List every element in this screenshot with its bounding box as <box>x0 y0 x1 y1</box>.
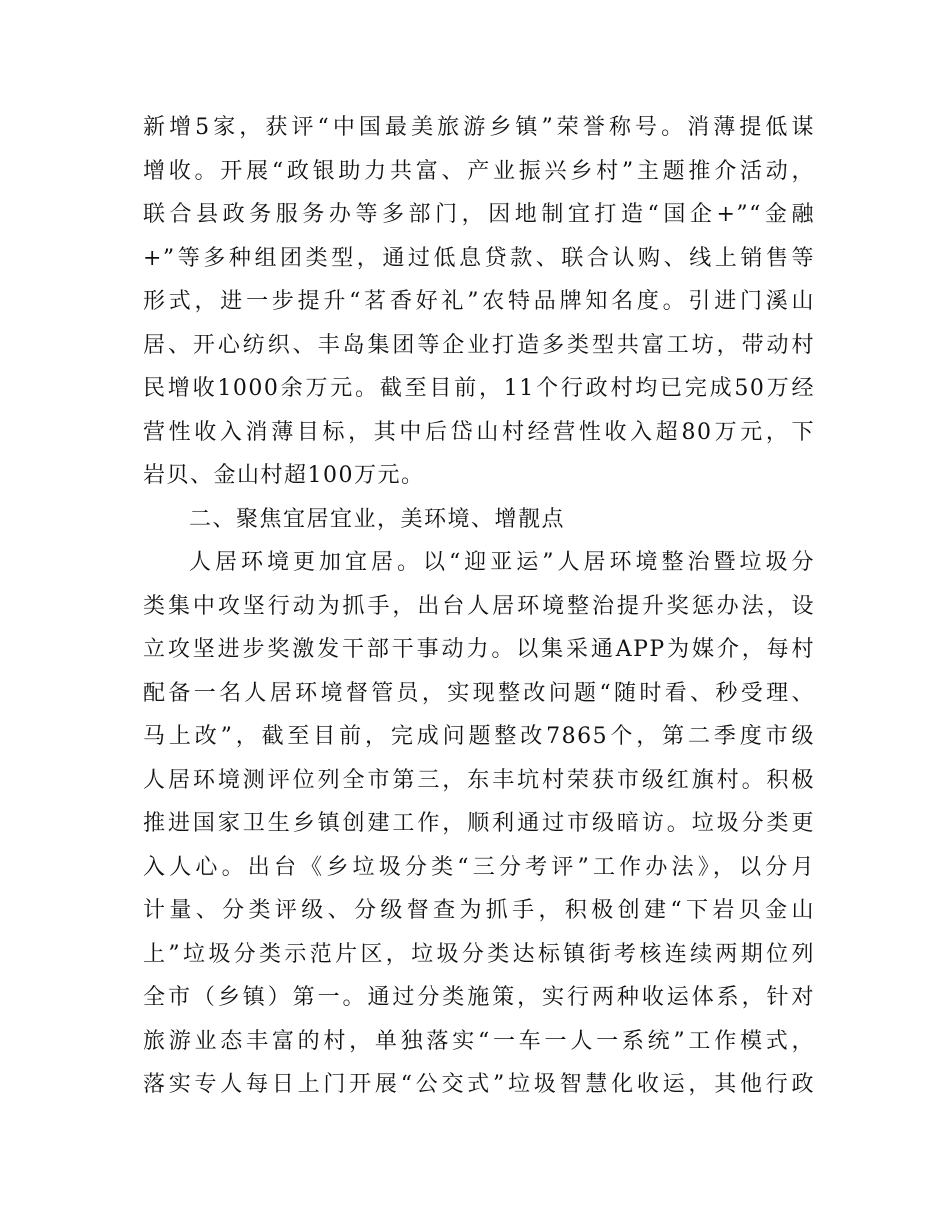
text-line: 入人心。出台《乡垃圾分类“三分考评”工作办法》，以分月 <box>143 854 815 880</box>
text-line: 营性收入消薄目标，其中后岱山村经营性收入超80万元，下 <box>143 419 815 445</box>
text-line: 计量、分类评级、分级督查为抓手，积极创建“下岩贝金山 <box>143 898 815 923</box>
text-line: 旅游业态丰富的村，单独落实“一车一人一系统”工作模式， <box>143 1028 815 1054</box>
text-line: 联合县政务服务办等多部门，因地制宜打造“国企+”“金融 <box>143 202 815 227</box>
text-line: 马上改”，截至目前，完成问题整改7865个，第二季度市级 <box>143 724 815 749</box>
text-line: 配备一名人居环境督管员，实现整改问题“随时看、秒受理、 <box>143 680 815 706</box>
text-line: 增收。开展“政银助力共富、产业振兴乡村”主题推介活动， <box>143 158 815 184</box>
text-line: 立攻坚进步奖激发干部干事动力。以集采通APP为媒介，每村 <box>143 637 815 662</box>
text-line: 新增5家，获评“中国最美旅游乡镇”荣誉称号。消薄提低谋 <box>143 115 815 140</box>
text-line: 岩贝、金山村超100万元。 <box>143 463 425 488</box>
text-line: 上”垃圾分类示范片区，垃圾分类达标镇街考核连续两期位列 <box>143 941 815 967</box>
text-line: 人居环境测评位列全市第三，东丰坑村荣获市级红旗村。积极 <box>143 767 815 793</box>
text-line: 民增收1000余万元。截至目前，11个行政村均已完成50万经 <box>143 376 815 401</box>
text-line: 落实专人每日上门开展“公交式”垃圾智慧化收运，其他行政 <box>143 1072 815 1097</box>
text-line: 全市（乡镇）第一。通过分类施策，实行两种收运体系，针对 <box>143 985 815 1010</box>
text-line: 形式，进一步提升“茗香好礼”农特品牌知名度。引进门溪山 <box>143 289 815 314</box>
document-body <box>143 106 815 1107</box>
section-heading: 二、聚焦宜居宜业，美环境、增靓点 <box>189 506 566 532</box>
text-line: 推进国家卫生乡镇创建工作，顺利通过市级暗访。垃圾分类更 <box>143 811 815 836</box>
text-line: +”等多种组团类型，通过低息贷款、联合认购、线上销售等 <box>143 245 815 271</box>
text-line: 类集中攻坚行动为抓手，出台人居环境整治提升奖惩办法，设 <box>143 593 815 619</box>
text-line: 居、开心纺织、丰岛集团等企业打造多类型共富工坊，带动村 <box>143 332 815 358</box>
paragraph-start-line: 人居环境更加宜居。以“迎亚运”人居环境整治暨垃圾分 <box>189 550 815 575</box>
